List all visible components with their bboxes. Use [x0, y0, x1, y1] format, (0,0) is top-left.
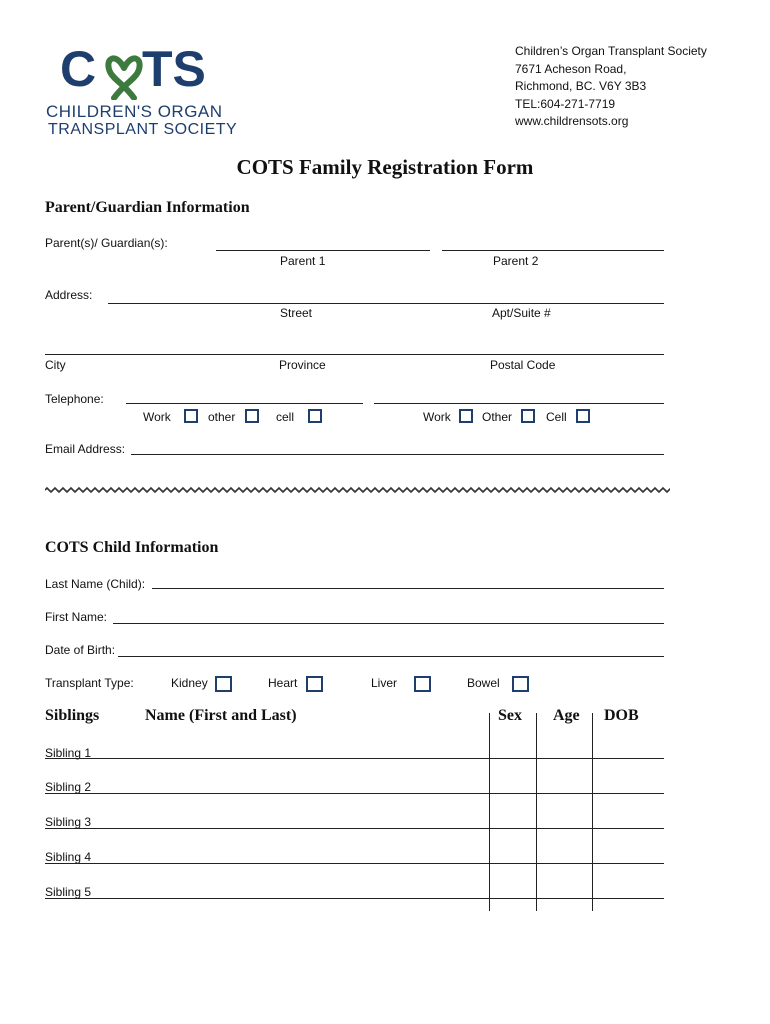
child-dob-field[interactable] [118, 656, 664, 657]
address-line[interactable]: www.childrensots.org [515, 114, 629, 128]
child-first-name-label: First Name: [45, 610, 108, 624]
address-line: TEL:604-271-7719 [515, 96, 616, 111]
transplant-bowel-label: Bowel [467, 676, 500, 690]
sibling-sex-header: Sex [498, 707, 522, 724]
transplant-liver-checkbox[interactable] [414, 676, 431, 692]
telephone1-field[interactable] [126, 403, 363, 404]
child-last-name-label: Last Name (Child): [45, 577, 146, 591]
phone1-other-checkbox[interactable] [245, 409, 259, 423]
sibling-row-line[interactable] [45, 828, 664, 829]
sibling-row-label: Sibling 2 [45, 780, 92, 794]
child-first-name-field[interactable] [113, 623, 664, 624]
sibling-row-label: Sibling 3 [45, 815, 92, 829]
sibling-row-line[interactable] [45, 758, 664, 759]
heart-ribbon-icon [104, 48, 144, 100]
org-address [515, 43, 707, 131]
sibling-age-header: Age [553, 707, 580, 724]
parent2-field[interactable] [442, 250, 664, 251]
child-section-heading: COTS Child Information [45, 539, 219, 556]
sibling-row-line[interactable] [45, 863, 664, 864]
section-divider [45, 486, 670, 494]
table-divider-age [536, 713, 537, 911]
parent2-caption: Parent 2 [493, 254, 539, 268]
sibling-name-header: Name (First and Last) [145, 707, 297, 724]
table-divider-sex [489, 713, 490, 911]
logo-letter-c: C [60, 41, 97, 97]
siblings-heading: Siblings [45, 707, 100, 724]
phone2-work-checkbox[interactable] [459, 409, 473, 423]
address-line: Children’s Organ Transplant Society [515, 44, 707, 58]
parents-label: Parent(s)/ Guardian(s): [45, 236, 168, 250]
street-caption: Street [280, 306, 313, 320]
logo-line-2: TRANSPLANT SOCIETY [48, 121, 238, 138]
sibling-row-line[interactable] [45, 898, 664, 899]
sibling-row-label: Sibling 5 [45, 885, 92, 899]
phone2-work-label: Work [423, 410, 451, 424]
parent-section-heading: Parent/Guardian Information [45, 199, 250, 216]
address-label: Address: [45, 288, 93, 302]
child-last-name-field[interactable] [152, 588, 664, 589]
phone2-cell-checkbox[interactable] [576, 409, 590, 423]
cots-logo [46, 40, 246, 140]
sibling-row-label: Sibling 4 [45, 850, 92, 864]
phone2-cell-label: Cell [546, 410, 567, 424]
telephone-label: Telephone: [45, 392, 104, 406]
table-divider-dob [592, 713, 593, 911]
transplant-heart-checkbox[interactable] [306, 676, 323, 692]
transplant-liver-label: Liver [371, 676, 398, 690]
transplant-kidney-checkbox[interactable] [215, 676, 232, 692]
child-dob-label: Date of Birth: [45, 643, 116, 657]
page-title: COTS Family Registration Form [236, 155, 534, 179]
phone1-other-label: other [208, 410, 236, 424]
transplant-bowel-checkbox[interactable] [512, 676, 529, 692]
phone2-other-checkbox[interactable] [521, 409, 535, 423]
transplant-kidney-label: Kidney [171, 676, 208, 690]
logo-letters-ts: TS [142, 41, 206, 97]
transplant-heart-label: Heart [268, 676, 298, 690]
postal-caption: Postal Code [490, 358, 556, 372]
email-field[interactable] [131, 454, 664, 455]
address-line: Richmond, BC. V6Y 3B3 [515, 79, 647, 93]
address-line: 7671 Acheson Road, [515, 61, 627, 76]
transplant-type-label: Transplant Type: [45, 676, 134, 690]
parent1-caption: Parent 1 [280, 254, 326, 268]
logo-line-1: CHILDREN'S ORGAN [46, 102, 223, 121]
parent1-field[interactable] [216, 250, 430, 251]
phone1-cell-label: cell [276, 410, 295, 424]
sibling-dob-header: DOB [604, 707, 639, 724]
city-caption: City [45, 358, 66, 372]
city-province-postal-field[interactable] [45, 354, 664, 355]
sibling-row-label: Sibling 1 [45, 746, 92, 760]
apt-caption: Apt/Suite # [492, 306, 551, 320]
address-field[interactable] [108, 303, 664, 304]
email-label: Email Address: [45, 442, 126, 456]
phone2-other-label: Other [482, 410, 513, 424]
phone1-work-label: Work [143, 410, 171, 424]
province-caption: Province [279, 358, 326, 372]
telephone2-field[interactable] [374, 403, 664, 404]
sibling-row-line[interactable] [45, 793, 664, 794]
phone1-work-checkbox[interactable] [184, 409, 198, 423]
phone1-cell-checkbox[interactable] [308, 409, 322, 423]
